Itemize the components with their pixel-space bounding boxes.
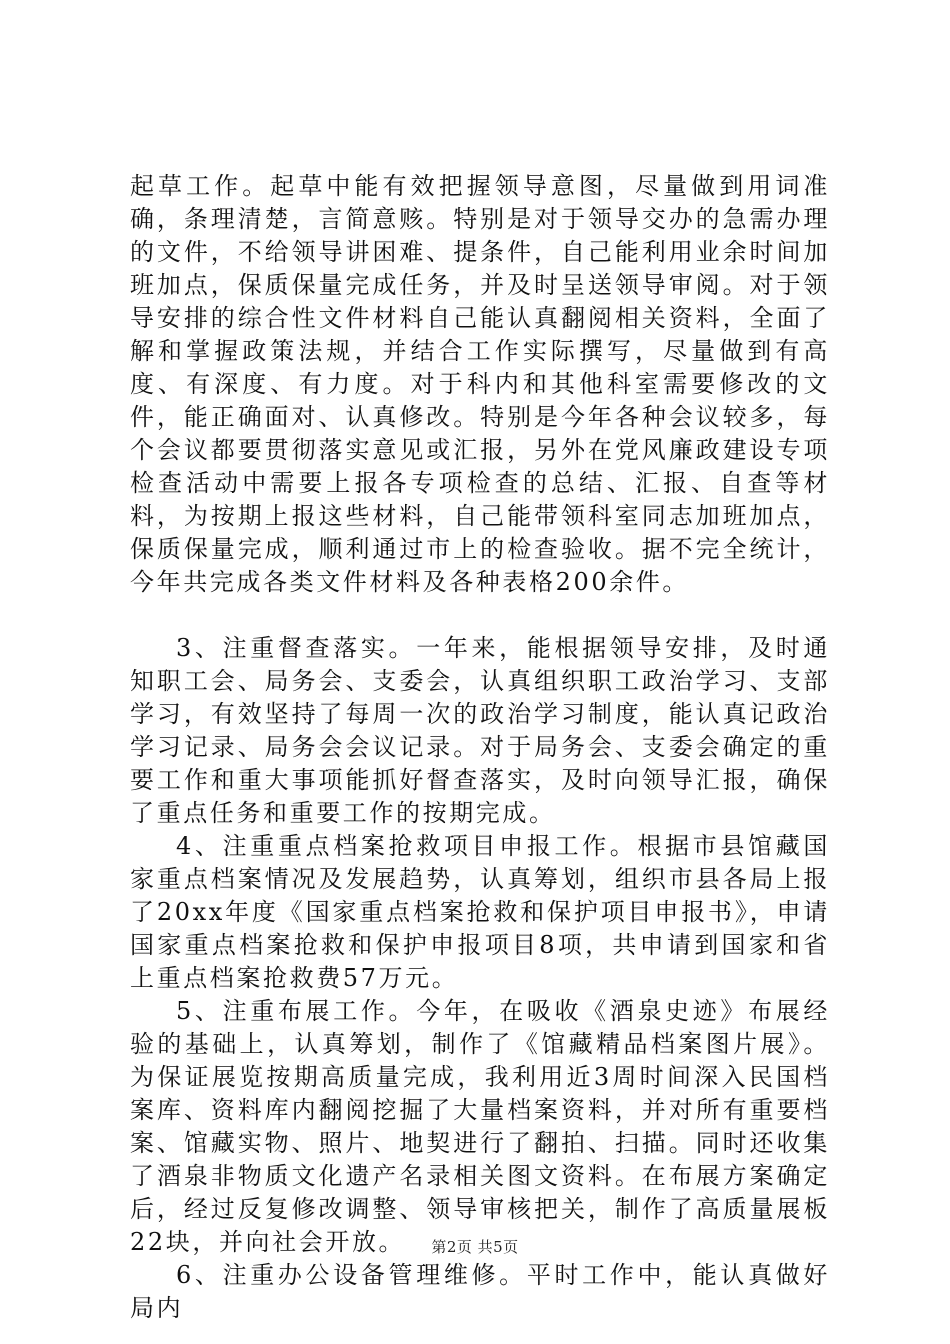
document-body [130, 170, 830, 1325]
paragraph-supervision: 3、注重督查落实。一年来，能根据领导安排，及时通知职工会、局务会、支委会，认真组织职工政治学习、支部学习，有效坚持了每周一次的政治学习制度，能认真记政治学习记录、局务会会议记录。对于局务会、支委会确定的重要工作和重大事项能抓好督查落实，及时向领导汇报，确保了重点任务和重要工作的按期完成。 [130, 634, 830, 827]
paragraph-drafting-work: 起草工作。起草中能有效把握领导意图，尽量做到用词准确，条理清楚，言简意赅。特别是对于领导交办的急需办理的文件，不给领导讲困难、提条件，自己能利用业余时间加班加点，保质保量完成任务，并及时呈送领导审阅。对于领导安排的综合性文件材料自己能认真翻阅相关资料，全面了解和掌握政策法规，并结合工作实际撰写，尽量做到有高度、有深度、有力度。对于科内和其他科室需要修改的文件，能正确面对、认真修改。特别是今年各种会议较多，每个会议都要贯彻落实意见或汇报，另外在党风廉政建设专项检查活动中需要上报各专项检查的总结、汇报、自查等材料，为按期上报这些材料，自己能带领科室同志加班加点，保质保量完成，顺利通过市上的检查验收。据不完全统计，今年共完成各类文件材料及各种表格200余件。 [130, 172, 830, 596]
paragraph-exhibition: 5、注重布展工作。今年，在吸收《酒泉史迹》布展经验的基础上，认真筹划，制作了《馆藏精品档案图片展》。为保证展览按期高质量完成，我利用近3周时间深入民国档案库、资料库内翻阅挖掘了大量档案资料，并对所有重要档案、馆藏实物、照片、地契进行了翻拍、扫描。同时还收集了酒泉非物质文化遗产名录相关图文资料。在布展方案确定后，经过反复修改调整、领导审核把关，制作了高质量展板22块，并向社会开放。 [130, 997, 830, 1256]
page-number-footer: 第2页 共5页 [431, 1238, 519, 1256]
paragraph-archive-rescue: 4、注重重点档案抢救项目申报工作。根据市县馆藏国家重点档案情况及发展趋势，认真筹划，组织市县各局上报了20xx年度《国家重点档案抢救和保护项目申报书》，申请国家重点档案抢救和保护申报项目8项，共申请到国家和省上重点档案抢救费57万元。 [130, 832, 830, 992]
paragraph-office-equipment: 6、注重办公设备管理维修。平时工作中，能认真做好局内 [130, 1261, 830, 1322]
